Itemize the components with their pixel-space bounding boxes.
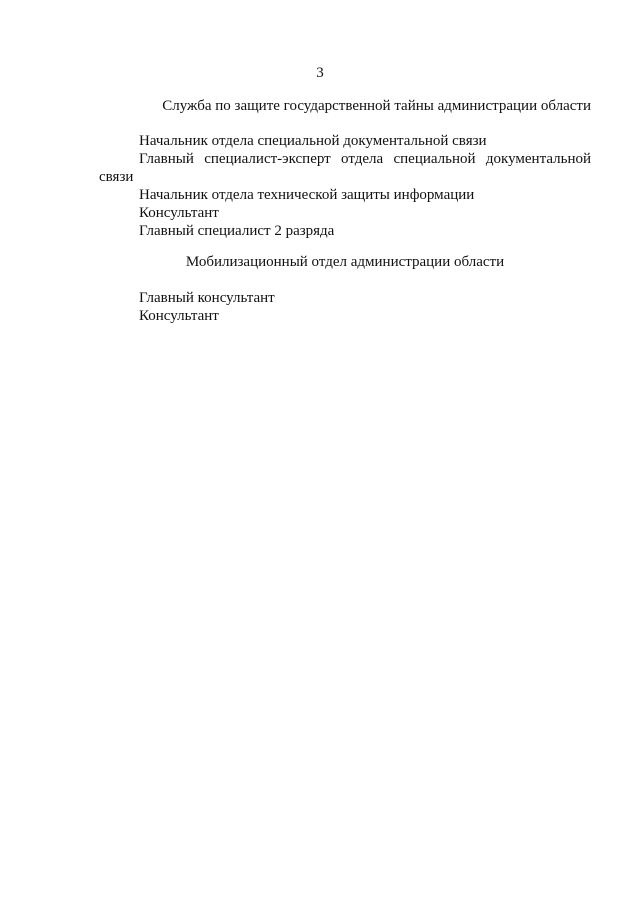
list-item: Консультант bbox=[139, 205, 219, 221]
section-title-state-secret-protection: Служба по защите государственной тайны администрации области bbox=[162, 98, 591, 114]
list-item: Главный специалист 2 разряда bbox=[139, 223, 335, 239]
list-item: Начальник отдела специальной документальной связи bbox=[139, 133, 487, 149]
list-item: Консультант bbox=[139, 308, 219, 324]
list-item: Главный консультант bbox=[139, 290, 275, 306]
list-item: Начальник отдела технической защиты информации bbox=[139, 187, 475, 203]
position-list-state-secret-protection bbox=[99, 132, 591, 240]
list-item: Главный специалист-эксперт отдела специальной документальной связи bbox=[99, 151, 591, 185]
position-list-mobilization-department bbox=[99, 289, 591, 325]
section-title-mobilization-department: Мобилизационный отдел администрации области bbox=[185, 254, 505, 270]
page-number: 3 bbox=[316, 65, 324, 81]
